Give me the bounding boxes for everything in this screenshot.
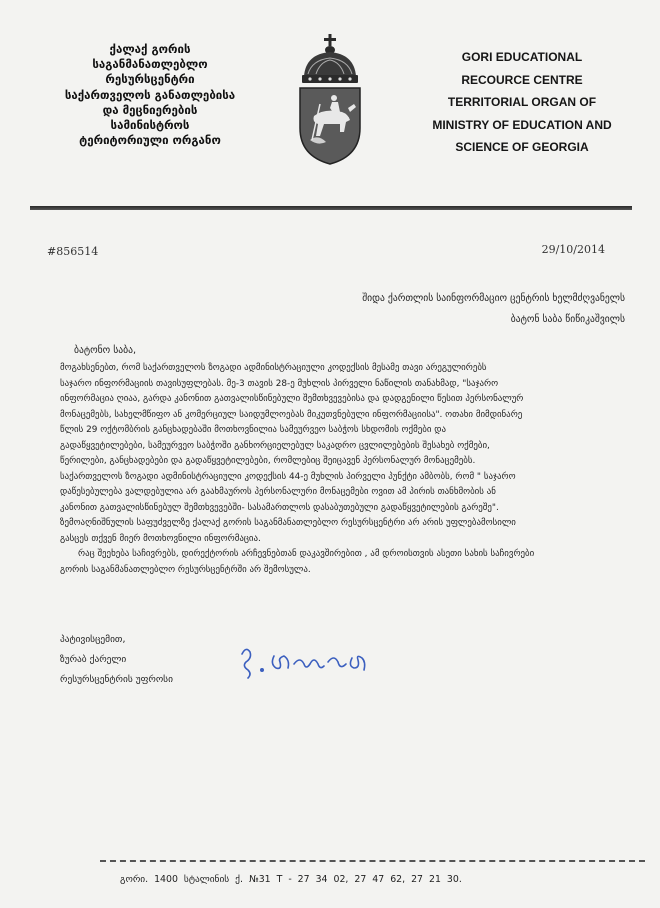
body-line: მოგახსენებთ, რომ საქართველოს ზოგადი ადმინისტრაციული კოდექსის მესამე თავი არეგულირებს [60,363,487,373]
header-georgian-org-name [30,42,270,148]
body-line: წლის 29 ოქტომბრის განცხადებაში მოთხოვნილია სამეურვეო საბჭოს სხდომის ოქმები და [60,425,447,435]
reference-number: #856514 [47,245,99,258]
body-line: საჯარო ინფორმაციის თავისუფლებას. მე-3 თავის 28-ე მუხლის პირველი ნაწილის თანახმად, "საჯარო [60,378,499,389]
header-geo-line: სამინისტროს [110,118,190,133]
body-line: გასცეს თქვენ მიერ მოთხოვნილი ინფორმაცია. [60,533,261,544]
header-geo-line: ქალაქ გორის [109,42,191,56]
header-en-line: SCIENCE OF GEORGIA [455,140,589,154]
body-line: ინფორმაცია ღიაა, გარდა კანონით გათვალისწინებული შემთხვევებისა და დადგენილი წესით პერსონალურ [60,394,524,404]
body-line: დაწესებულება ვალდებულია არ გაახმაუროს პერსონალური მონაცემები ოვით ამ პირის თანხმობის ან [60,487,496,497]
recipient-block [300,288,625,330]
header-en-line: GORI EDUCATIONAL [461,50,583,64]
header-english-org-name [402,46,642,159]
georgian-coat-of-arms-icon [290,28,370,168]
body-line: წერილები, განცხადებები და გადაწყვეტილებები, რომლებიც შეიცავენ პერსონალურ მონაცემებს. [60,456,476,466]
body-line: გადაწყვეტილებები, სამეურვეო საბჭოში განხორციელებულ საკადრო ცვლილებების შესახებ ოქმები, [60,440,490,451]
body-line: საქართველოს ზოგადი ადმინისტრაციული კოდექსის 44-ე მუხლის პირველი პუნქტი ამბობს, რომ " საჯარო [60,471,516,482]
body-line: ზემოაღნიშნულის საფუძველზე ქალაქ გორის საგანმანათლებლო რესურსცენტრი არ არის უფლებამოსილი [60,518,516,528]
header-en-line: RECOURCE CENTRE [461,72,583,87]
signer-name: ზურაბ ქარელი [60,654,127,665]
body-line: გორის საგანმანათლებლო რესურსცენტრში არ შემოსულა. [60,564,311,575]
recipient-line: შიდა ქართლის საინფორმაციო ცენტრის ხელმძღვანელს [362,293,625,304]
greeting: ბატონო საბა, [74,345,137,356]
header-geo-line: საქართველოს განათლებისა [64,87,236,102]
header-geo-line: ტერიტორიული ორგანო [79,133,221,148]
header-divider [30,206,632,210]
letter-date: 29/10/2014 [541,243,605,256]
body-line: რაც შეეხება საჩივრებს, დირექტორის არჩევნებთან დაკავშირებით , ამ დროისთვის ასეთი სახის საჩივრები [78,549,535,559]
header-geo-line: და მეცნიერების [102,102,198,117]
body-line: კანონით გათვალისწინებულ შემთხვევებში- სასამართლოს დასაბუთებული გადაწყვეტილების გარეშე". [60,502,499,513]
header-geo-line: რესურსცენტრი [105,72,195,87]
body-line: მონაცემებს, სახელმწიფო ან კომერციულ საიდუმლოებას მიკუთვნებული ინფორმაციისა". ოთახი მიმდინარე [60,409,523,420]
recipient-line: ბატონ საბა წიწიკაშვილს [510,314,625,325]
header-geo-line: საგანმანათლებლო [92,57,208,72]
header-en-line: TERRITORIAL ORGAN OF [447,95,597,109]
closing-block [60,630,173,690]
signer-title: რესურსცენტრის უფროსი [60,674,173,685]
footer-divider [100,860,645,862]
header-en-line: MINISTRY OF EDUCATION AND [432,117,612,132]
closing-line: პატივისცემით, [60,634,126,645]
handwritten-signature [236,640,386,680]
letter-body [60,361,627,578]
footer-address: გორი. 1400 სტალინის ქ. №31 T - 27 34 02, 27 47 62, 27 21 30. [120,874,462,885]
